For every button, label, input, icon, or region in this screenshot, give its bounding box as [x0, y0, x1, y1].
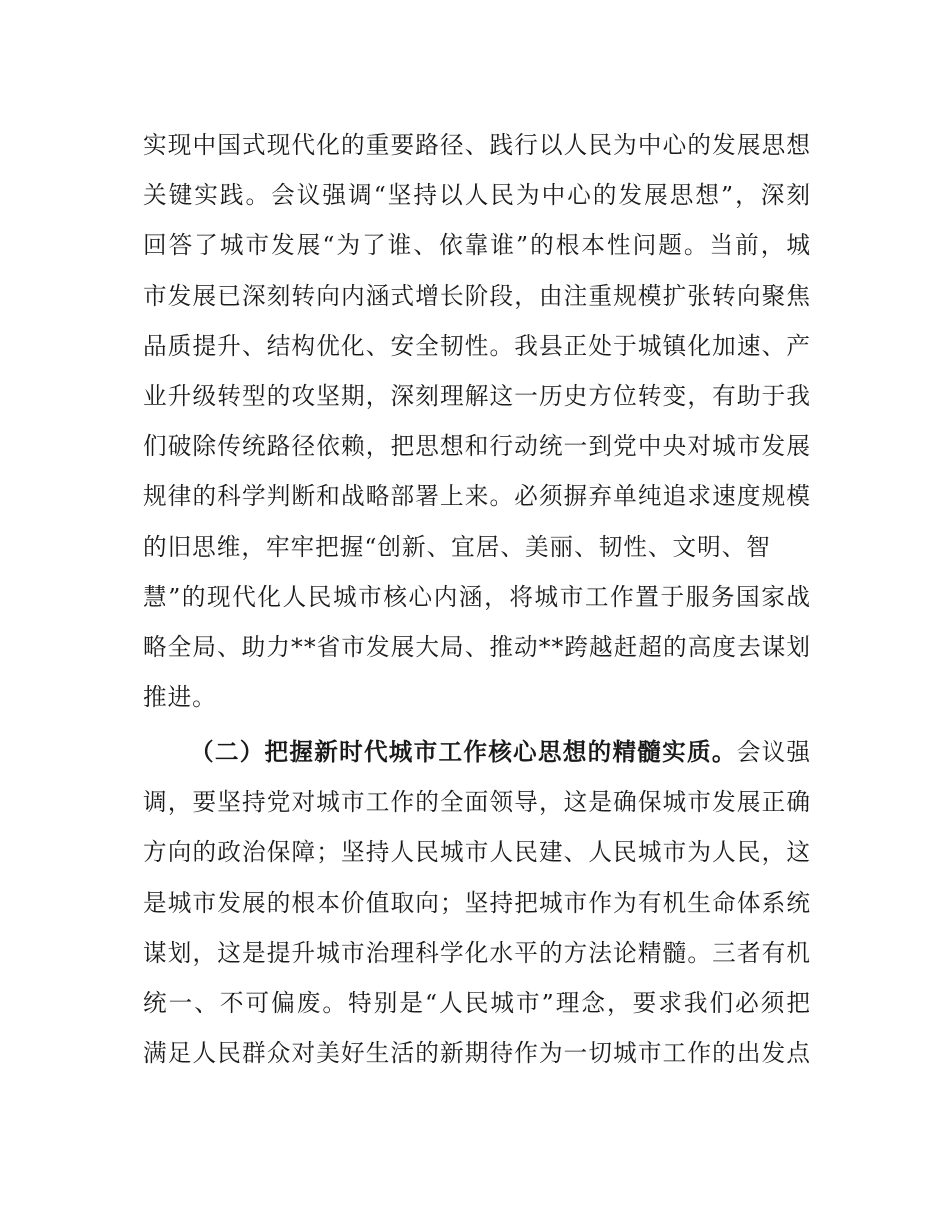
paragraph-1-line-5: 品质提升、结构优化、安全韧性。我县正处于城镇化加速、产: [143, 331, 811, 360]
paragraph-2-line-7: 满足人民群众对美好生活的新期待作为一切城市工作的出发点: [143, 1039, 811, 1068]
paragraph-1-line-10: 慧”的现代化人民城市核心内涵，将城市工作置于服务国家战: [143, 582, 811, 611]
paragraph-1-line-8: 规律的科学判断和战略部署上来。必须摒弃单纯追求速度规模: [143, 482, 811, 511]
paragraph-2-first-line-rest: 会议强: [736, 738, 812, 766]
paragraph-1-line-6: 业升级转型的攻坚期，深刻理解这一历史方位转变，有助于我: [143, 381, 811, 410]
paragraph-1: [143, 120, 811, 722]
paragraph-1-line-1: 实现中国式现代化的重要路径、践行以人民为中心的发展思想: [143, 131, 811, 159]
paragraph-1-line-9: 的旧思维，牢牢把握“创新、宜居、美丽、韧性、文明、智: [143, 532, 771, 561]
paragraph-1-line-2: 关键实践。会议强调“坚持以人民为中心的发展思想”，深刻: [143, 181, 811, 210]
paragraph-2-line-5: 谋划，这是提升城市治理科学化水平的方法论精髓。三者有机: [143, 938, 811, 967]
paragraph-2-line-6: 统一、不可偏废。特别是“人民城市”理念，要求我们必须把: [143, 988, 811, 1017]
paragraph-2-line-3: 方向的政治保障；坚持人民城市人民建、人民城市为人民，这: [143, 838, 811, 867]
section-heading: （二）把握新时代城市工作核心思想的精髓实质。: [190, 738, 737, 766]
paragraph-2-line-2: 调，要坚持党对城市工作的全面领导，这是确保城市发展正确: [143, 788, 811, 817]
paragraph-1-line-11: 略全局、助力**省市发展大局、推动**跨越赶超的高度去谋划: [143, 632, 811, 661]
paragraph-1-line-7: 们破除传统路径依赖，把思想和行动统一到党中央对城市发展: [143, 432, 811, 461]
paragraph-1-line-4: 市发展已深刻转向内涵式增长阶段，由注重规模扩张转向聚焦: [143, 281, 811, 310]
paragraph-1-line-3: 回答了城市发展“为了谁、依靠谁”的根本性问题。当前，城: [143, 231, 811, 260]
paragraph-2: [143, 727, 811, 1078]
paragraph-2-first-line: [143, 727, 811, 777]
paragraph-1-line-12: 推进。: [143, 683, 217, 712]
paragraph-2-line-4: 是城市发展的根本价值取向；坚持把城市作为有机生命体系统: [143, 888, 811, 917]
